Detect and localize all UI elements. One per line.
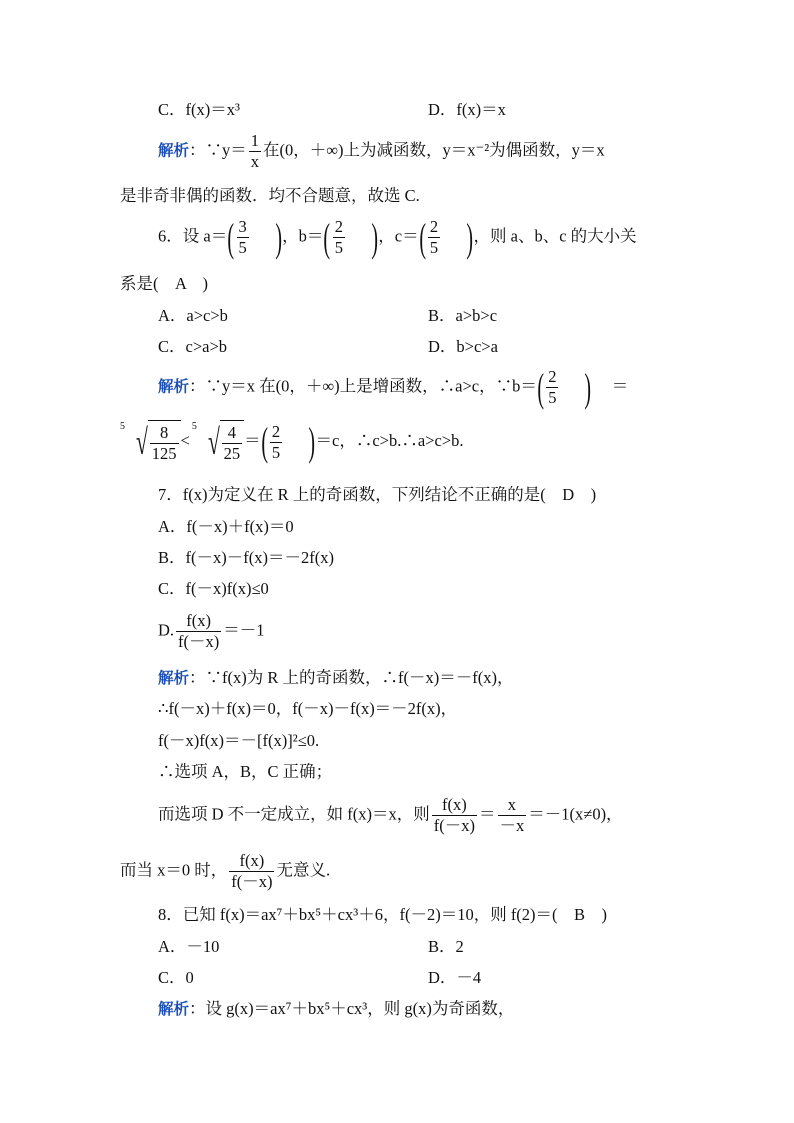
q6-option-b: B．a>b>c [428, 306, 498, 325]
right-paren: ) [371, 214, 378, 260]
q8-analysis-text: 设 g(x)＝ax⁷＋bx⁵＋cx³，则 g(x)为奇函数， [205, 999, 515, 1018]
q6-stem-d: ，则 a、b、c 的大小关 [473, 226, 637, 246]
q8-option-d: D．－4 [428, 968, 482, 987]
fraction-denominator: f(－x) [231, 872, 273, 891]
q8-option-b: B．2 [428, 937, 464, 956]
q7-analysis-line2: ∴f(－x)＋f(x)＝0，f(－x)－f(x)＝－2f(x)， [158, 699, 458, 718]
fraction-numerator: f(x) [229, 851, 274, 872]
fraction [498, 795, 527, 836]
left-paren: ( [323, 214, 331, 260]
fraction-denominator: 5 [271, 442, 281, 462]
q6-stem-line2: 系是( A ) [120, 274, 208, 293]
q7-analysis-line3: f(－x)f(x)＝－[f(x)]²≤0. [158, 731, 320, 750]
q7-analysis-text: ∵f(x)为 R 上的奇函数，∴f(－x)＝－f(x)， [205, 668, 514, 687]
analysis-colon: ： [189, 668, 206, 687]
fraction [237, 217, 249, 258]
radical-1 [120, 420, 181, 464]
q6-analysis-line2 [118, 420, 463, 464]
q6-analysis-text-a: ∵y＝x 在(0，＋∞)上是增函数，∴a>c，∵b＝ [205, 376, 537, 396]
fraction [176, 611, 221, 652]
q7-option-b: B．f(－x)－f(x)＝－2f(x) [158, 548, 334, 567]
q6-stem-c: ，c＝ [378, 226, 419, 246]
q7-analysis-line6 [120, 851, 330, 892]
fraction-numerator: 3 [238, 217, 247, 236]
option-d-prefix: D. [158, 620, 175, 640]
q8-analysis-line1 [158, 998, 514, 1020]
fraction-numerator: x [498, 795, 527, 816]
q5-analysis-text-b: 在(0，＋∞)上为减函数，y＝x⁻²为偶函数，y＝x [263, 140, 605, 160]
option-d-suffix: ＝－1 [223, 620, 265, 640]
fraction-numerator: f(x) [176, 611, 221, 632]
left-paren: ( [227, 214, 235, 260]
right-paren: ) [308, 419, 316, 464]
fraction [546, 367, 558, 408]
radicand [220, 420, 245, 464]
q7-line6-text: 而当 x＝0 时， [120, 860, 228, 880]
fraction [428, 217, 440, 258]
fraction-denominator: 25 [223, 444, 241, 463]
q6-option-a: A．a>c>b [158, 306, 228, 325]
fraction-numerator: 8 [150, 423, 179, 444]
radicand [148, 420, 181, 464]
radical-index: 5 [120, 421, 125, 432]
fraction [249, 131, 261, 172]
less-than-sign: < [180, 430, 190, 450]
q6-option-d: D．b>c>a [428, 337, 498, 356]
fraction-denominator: 5 [334, 238, 343, 257]
fraction [222, 423, 243, 464]
fraction [229, 851, 274, 892]
q7-analysis-line4: ∴选项 A，B，C 正确； [158, 762, 333, 781]
radical-sign: √ [207, 422, 220, 462]
radical-index: 5 [191, 421, 197, 432]
analysis-label: 解析 [158, 377, 190, 396]
fraction-denominator: －x [499, 816, 525, 835]
analysis-label: 解析 [158, 1000, 190, 1018]
right-paren: ) [275, 214, 282, 260]
right-paren: ) [584, 364, 592, 410]
q7-option-a: A．f(－x)＋f(x)＝0 [158, 517, 294, 536]
q7-line5-tail: ＝－1(x≠0)， [528, 804, 623, 824]
analysis-label: 解析 [158, 669, 190, 687]
fraction-numerator: 2 [271, 421, 281, 441]
q7-line5-text: 而选项 D 不一定成立，如 f(x)＝x，则 [158, 804, 430, 824]
q7-option-d [158, 611, 265, 652]
radical-2 [191, 420, 244, 464]
q6-option-c: C．c>a>b [158, 337, 228, 356]
fraction-numerator: 2 [429, 217, 439, 236]
analysis-colon: ： [189, 376, 206, 396]
q6-stem-line1 [158, 214, 637, 260]
q5-analysis-text-a: ∵y＝ [205, 140, 247, 160]
fraction-denominator: x [250, 152, 260, 171]
fraction-numerator: 1 [250, 131, 260, 150]
q7-stem: 7．f(x)为定义在 R 上的奇函数，下列结论不正确的是( D ) [158, 485, 597, 504]
fraction-numerator: f(x) [432, 795, 477, 816]
fraction-numerator: 2 [334, 217, 343, 236]
q7-option-c: C．f(－x)f(x)≤0 [158, 579, 269, 598]
q5-analysis-line2: 是非奇非偶的函数．均不合题意，故选 C. [120, 186, 420, 205]
equals-sign: ＝ [611, 376, 629, 396]
fraction-numerator: 2 [548, 367, 557, 386]
fraction-denominator: f(－x) [433, 816, 476, 835]
equals-sign: ＝ [479, 804, 496, 824]
q6-stem-b: ，b＝ [282, 226, 324, 246]
q5-option-c: C．f(x)＝x³ [158, 100, 240, 119]
q7-analysis-line5 [158, 795, 623, 836]
fraction-numerator: 4 [222, 423, 243, 444]
q8-option-a: A．－10 [158, 937, 220, 956]
right-paren: ) [466, 214, 474, 260]
q8-option-c: C．0 [158, 968, 194, 987]
radical-sign: √ [135, 422, 148, 462]
left-paren: ( [260, 419, 268, 464]
q6-analysis-line1 [158, 364, 629, 410]
fraction [333, 217, 345, 258]
fraction-denominator: 5 [429, 238, 439, 257]
equals-sign: ＝ [244, 430, 261, 450]
q7-line6-tail: 无意义. [276, 860, 331, 880]
q5-analysis-line1 [158, 131, 605, 172]
fraction-denominator: f(－x) [178, 632, 220, 651]
left-paren: ( [537, 364, 544, 410]
analysis-colon: ： [189, 140, 206, 160]
analysis-colon: ： [189, 999, 206, 1018]
fraction [150, 423, 179, 464]
q6-stem-a: 6．设 a＝ [158, 226, 228, 246]
fraction-denominator: 5 [238, 238, 247, 257]
q8-stem: 8．已知 f(x)＝ax⁷＋bx⁵＋cx³＋6，f(－2)＝10，则 f(2)＝( B ) [158, 905, 608, 924]
left-paren: ( [418, 214, 426, 260]
fraction-denominator: 5 [548, 388, 557, 407]
fraction-denominator: 125 [151, 444, 177, 463]
q7-analysis-line1 [158, 667, 513, 689]
fraction [270, 422, 282, 463]
fraction [432, 795, 477, 836]
q5-option-d: D．f(x)＝x [428, 100, 506, 119]
q6-analysis-tail: ＝c，∴c>b.∴a>c>b. [315, 430, 464, 450]
analysis-label: 解析 [158, 141, 190, 160]
